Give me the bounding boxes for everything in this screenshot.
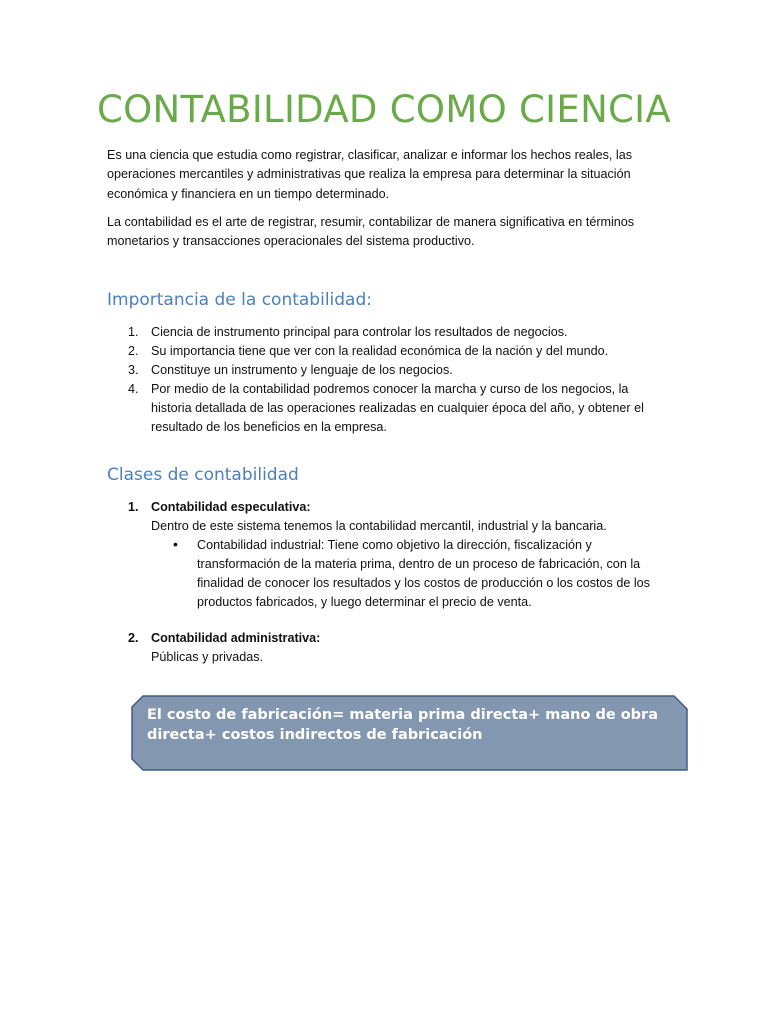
- list-number: 3.: [128, 363, 139, 377]
- list-item-text: Su importancia tiene que ver con la realidad económica de la nación y del mundo.: [151, 344, 609, 358]
- bullet-icon: •: [173, 536, 178, 552]
- clase-especulativa: [107, 498, 652, 612]
- list-item: [107, 361, 652, 380]
- intro-paragraph-2: La contabilidad es el arte de registrar, resumir, contabilizar de manera significativa en términos monetarios y transacciones operacionales del sistema productivo.: [107, 215, 635, 249]
- clase-description: Públicas y privadas.: [151, 650, 263, 664]
- clase-title: Contabilidad administrativa:: [151, 631, 321, 645]
- list-number: 2.: [128, 344, 139, 358]
- bullet-item: [107, 536, 652, 612]
- list-number: 4.: [128, 382, 139, 396]
- list-number: 2.: [128, 631, 139, 645]
- list-item-text: Ciencia de instrumento principal para controlar los resultados de negocios.: [151, 325, 568, 339]
- list-item-text: Constituye un instrumento y lenguaje de los negocios.: [151, 363, 453, 377]
- page-title: CONTABILIDAD COMO CIENCIA: [96, 88, 672, 131]
- list-number: 1.: [128, 325, 139, 339]
- clase-administrativa: [107, 629, 652, 667]
- clase-description: Dentro de este sistema tenemos la contabilidad mercantil, industrial y la bancaria.: [151, 519, 607, 533]
- callout-text: El costo de fabricación= materia prima directa+ mano de obra directa+ costos indirectos de fabricación: [147, 707, 658, 743]
- intro-paragraph-1: Es una ciencia que estudia como registrar, clasificar, analizar e informar los hechos reales, las operaciones mercantiles y administrativas que realiza la empresa para determinar la situación económica y financiera en un tiempo determinado.: [107, 148, 632, 201]
- list-item: [107, 342, 652, 361]
- formula-callout: [131, 695, 688, 771]
- list-number: 1.: [128, 500, 139, 514]
- importancia-list: [107, 323, 652, 437]
- list-item: [107, 323, 652, 342]
- bullet-text: Contabilidad industrial: Tiene como objetivo la dirección, fiscalización y transformación de la materia prima, dentro de un proceso de fabricación, con la finalidad de conocer los resultados y los costos de producción o los costos de los productos fabricados, y luego determinar el precio de venta.: [197, 538, 650, 609]
- heading-importancia: Importancia de la contabilidad:: [107, 290, 372, 310]
- heading-clases: Clases de contabilidad: [107, 465, 299, 485]
- clase-title: Contabilidad especulativa:: [151, 500, 311, 514]
- list-item-text: Por medio de la contabilidad podremos conocer la marcha y curso de los negocios, la historia detallada de las operaciones realizadas en cualquier época del año, y obtener el resultado de los beneficios en la empresa.: [151, 382, 644, 434]
- list-item: [107, 380, 652, 437]
